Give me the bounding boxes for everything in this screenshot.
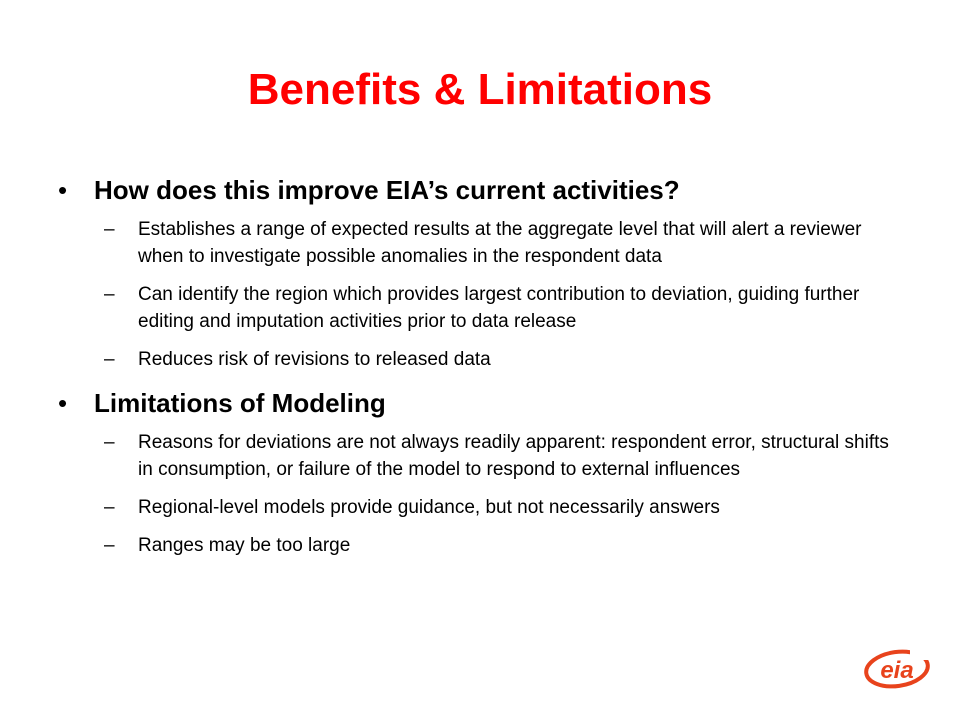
dash-marker: – [104, 284, 115, 305]
eia-logo-icon [862, 646, 932, 690]
sub-item [94, 346, 908, 373]
sub-list [94, 429, 908, 559]
bullet-marker: • [58, 388, 68, 418]
dash-marker: – [104, 219, 115, 240]
dash-marker: – [104, 497, 115, 518]
sub-list [94, 216, 908, 373]
bullet-limitations [58, 385, 908, 559]
dash-marker: – [104, 349, 115, 370]
slide-title: Benefits & Limitations [247, 65, 713, 114]
sub-item [94, 494, 908, 521]
bullet-current-activities [58, 172, 908, 373]
dash-marker: – [104, 535, 115, 556]
sub-item [94, 532, 908, 559]
bullet-heading: How does this improve EIA’s current activities? [94, 175, 680, 205]
sub-item-text: Reasons for deviations are not always readily apparent: respondent error, structural shifts in consumption, or failure of the model to respond to external influences [138, 432, 889, 480]
slide-content [58, 172, 908, 570]
sub-item-text: Can identify the region which provides largest contribution to deviation, guiding further editing and imputation activities prior to data release [138, 284, 860, 332]
sub-item-text: Regional-level models provide guidance, but not necessarily answers [138, 497, 720, 518]
sub-item-text: Establishes a range of expected results at the aggregate level that will alert a reviewer when to investigate possible anomalies in the respondent data [138, 219, 862, 267]
dash-marker: – [104, 432, 115, 453]
logo-text: eia [880, 657, 914, 684]
sub-item [94, 429, 908, 483]
sub-item [94, 281, 908, 335]
bullet-heading: Limitations of Modeling [94, 388, 386, 418]
bullet-marker: • [58, 175, 68, 205]
sub-item-text: Ranges may be too large [138, 535, 351, 556]
sub-item-text: Reduces risk of revisions to released data [138, 349, 491, 370]
sub-item [94, 216, 908, 270]
